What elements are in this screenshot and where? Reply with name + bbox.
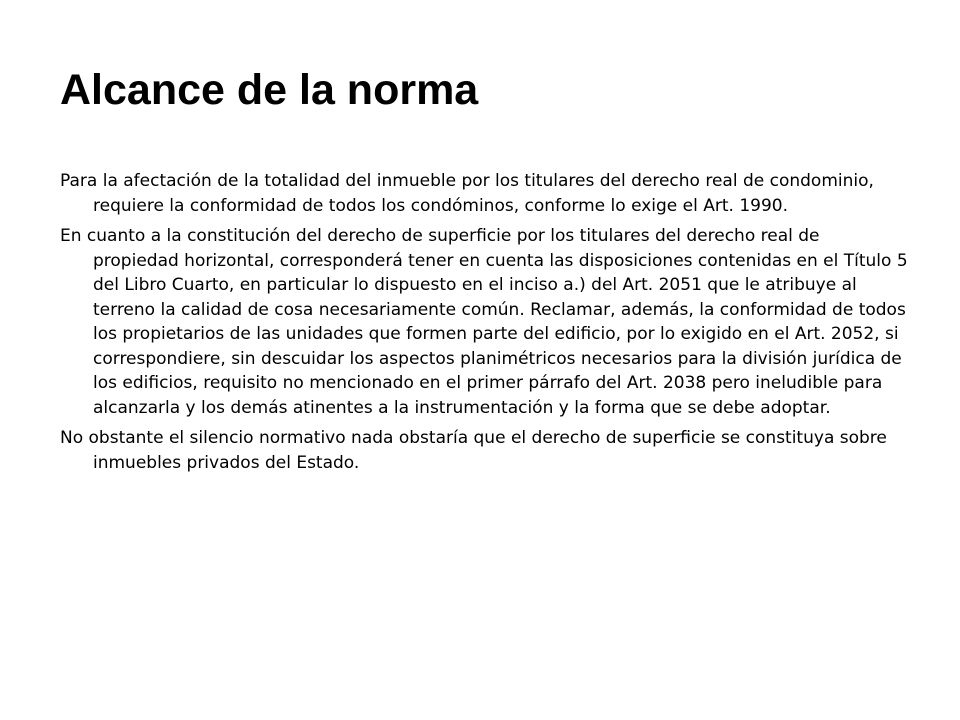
paragraph-condominio: Para la afectación de la totalidad del inmueble por los titulares del derecho real de condominio, requiere la conformidad de todos los condóminos, conforme lo exige el Art. 1990. bbox=[60, 171, 874, 216]
slide-title: Alcance de la norma bbox=[60, 66, 479, 114]
slide-body bbox=[60, 169, 908, 481]
paragraph-inmuebles-estado: No obstante el silencio normativo nada obstaría que el derecho de superficie se constituya sobre inmuebles privados del Estado. bbox=[60, 428, 887, 473]
paragraph-propiedad-horizontal: En cuanto a la constitución del derecho de superficie por los titulares del derecho real de propiedad horizontal, corresponderá tener en cuenta las disposiciones contenidas en el Título 5 del Libro Cuarto, en particular lo dispuesto en el inciso a.) del Art. 2051 que le atribuye al terreno la calidad de cosa necesariamente común. Reclamar, además, la conformidad de todos los propietarios de las unidades que formen parte del edificio, por lo exigido en el Art. 2052, si correspondiere, sin descuidar los aspectos planimétricos necesarios para la división jurídica de los edificios, requisito no mencionado en el primer párrafo del Art. 2038 pero ineludible para alcanzarla y los demás atinentes a la instrumentación y la forma que se debe adoptar. bbox=[60, 226, 908, 418]
